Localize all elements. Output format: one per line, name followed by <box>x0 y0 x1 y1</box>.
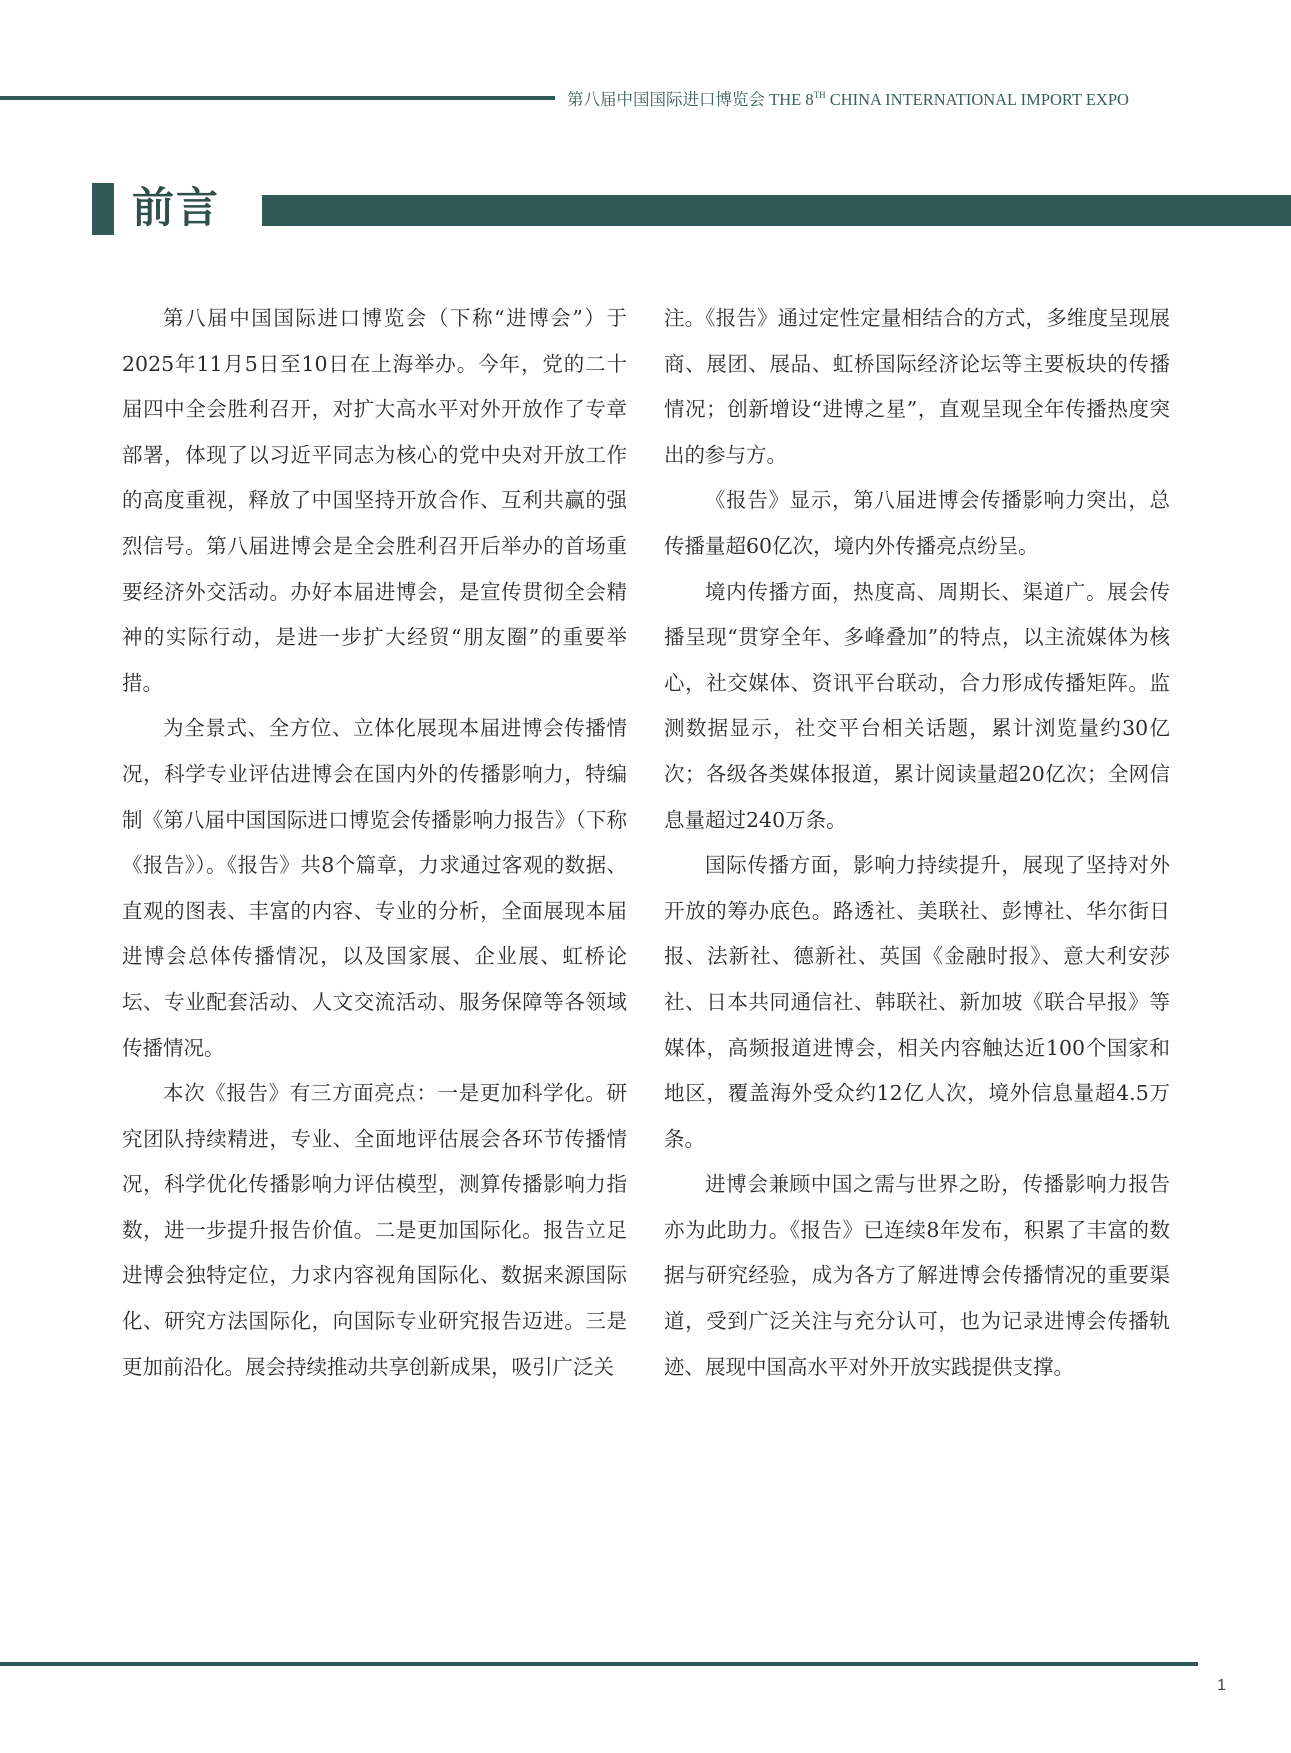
paragraph: 为全景式、全方位、立体化展现本届进博会传播情况，科学专业评估进博会在国内外的传播影响力，特编制《第八届中国国际进口博览会传播影响力报告》（下称《报告》）。《报告》共8个篇章，力求通过客观的数据、直观的图表、丰富的内容、专业的分析，全面展现本届进博会总体传播情况，以及国家展、企业展、虹桥论坛、专业配套活动、人文交流活动、服务保障等各领域传播情况。 <box>122 716 627 1060</box>
right-column <box>664 296 1170 1390</box>
header-rule <box>0 96 555 100</box>
paragraph: 《报告》显示，第八届进博会传播影响力突出，总传播量超60亿次，境内外传播亮点纷呈。 <box>664 488 1170 558</box>
paragraph: 第八届中国国际进口博览会（下称“进博会”）于2025年11月5日至10日在上海举办。今年，党的二十届四中全会胜利召开，对扩大高水平对外开放作了专章部署，体现了以习近平同志为核心的党中央对开放工作的高度重视，释放了中国坚持开放合作、互利共赢的强烈信号。第八届进博会是全会胜利召开后举办的首场重要经济外交活动。办好本届进博会，是宣传贯彻全会精神的实际行动，是进一步扩大经贸“朋友圈”的重要举措。 <box>122 306 627 695</box>
section-title: 前言 <box>132 183 221 232</box>
paragraph-continuation: 注。《报告》通过定性定量相结合的方式，多维度呈现展商、展团、展品、虹桥国际经济论坛等主要板块的传播情况；创新增设“进博之星”，直观呈现全年传播热度突出的参与方。 <box>664 306 1170 467</box>
footer-rule <box>0 1662 1198 1666</box>
page-number: 1 <box>1217 1677 1226 1694</box>
section-title-bar <box>262 195 1291 226</box>
section-title-marker <box>92 183 114 235</box>
paragraph: 进博会兼顾中国之需与世界之盼，传播影响力报告亦为此助力。《报告》已连续8年发布，积累了丰富的数据与研究经验，成为各方了解进博会传播情况的重要渠道，受到广泛关注与充分认可，也为记录进博会传播轨迹、展现中国高水平对外开放实践提供支撑。 <box>664 1172 1170 1379</box>
running-header <box>567 86 1129 110</box>
running-header-superscript: TH <box>813 90 826 100</box>
left-column <box>122 296 627 1390</box>
paragraph: 国际传播方面，影响力持续提升，展现了坚持对外开放的筹办底色。路透社、美联社、彭博社、华尔街日报、法新社、德新社、英国《金融时报》、意大利安莎社、日本共同通信社、韩联社、新加坡《联合早报》等媒体，高频报道进博会，相关内容触达近100个国家和地区，覆盖海外受众约12亿人次，境外信息量超4.5万条。 <box>664 853 1170 1151</box>
paragraph: 境内传播方面，热度高、周期长、渠道广。展会传播呈现“贯穿全年、多峰叠加”的特点，以主流媒体为核心，社交媒体、资讯平台联动，合力形成传播矩阵。监测数据显示，社交平台相关话题，累计浏览量约30亿次；各级各类媒体报道，累计阅读量超20亿次；全网信息量超过240万条。 <box>664 579 1170 832</box>
running-header-suffix: CHINA INTERNATIONAL IMPORT EXPO <box>825 90 1129 109</box>
paragraph: 本次《报告》有三方面亮点：一是更加科学化。研究团队持续精进，专业、全面地评估展会各环节传播情况，科学优化传播影响力评估模型，测算传播影响力指数，进一步提升报告价值。二是更加国际化。报告立足进博会独特定位，力求内容视角国际化、数据来源国际化、研究方法国际化，向国际专业研究报告迈进。三是更加前沿化。展会持续推动共享创新成果，吸引广泛关 <box>122 1081 627 1379</box>
running-header-prefix: 第八届中国国际进口博览会 THE 8 <box>567 90 814 109</box>
